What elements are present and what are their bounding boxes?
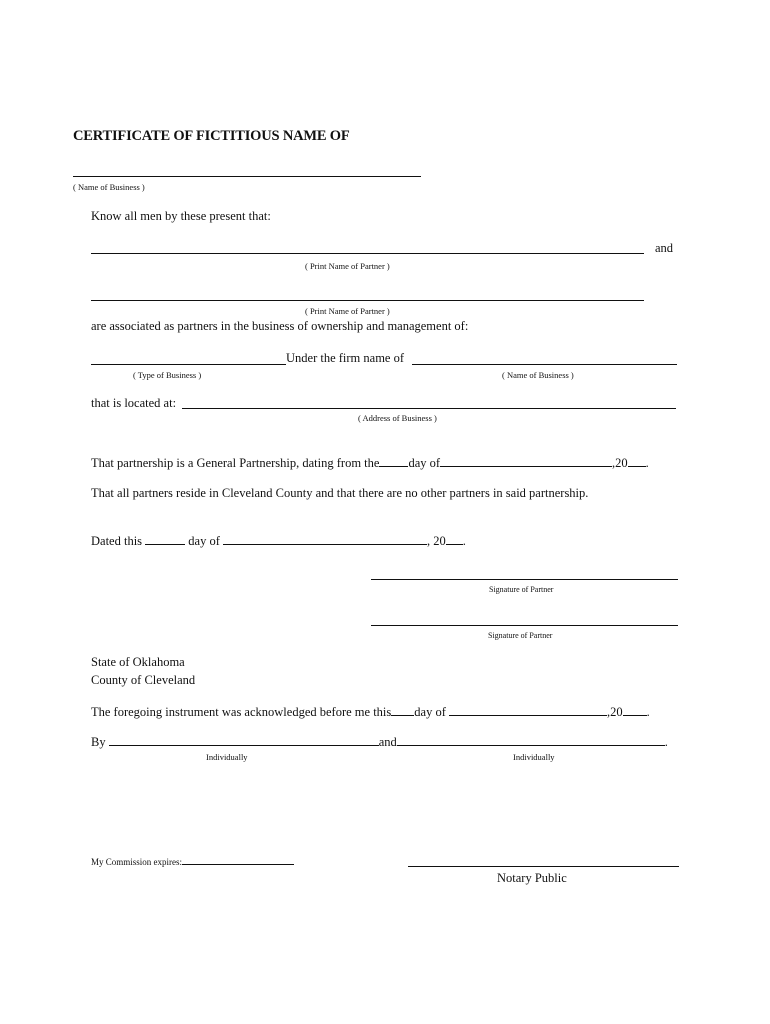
foregoing-year-blank[interactable] — [623, 704, 647, 716]
dated-day-blank[interactable] — [145, 533, 185, 545]
firm-name-line[interactable] — [412, 364, 677, 365]
partnership-month-blank[interactable] — [440, 455, 612, 467]
dated-day-of-text: day of — [188, 534, 220, 548]
dated-month-blank[interactable] — [223, 533, 427, 545]
signature-partner-1-line[interactable] — [371, 579, 678, 580]
business-name-line[interactable] — [73, 176, 421, 177]
individually-caption-2: Individually — [513, 752, 555, 762]
partnership-end-period: . — [645, 456, 649, 470]
partner-2-name-line[interactable] — [91, 300, 644, 301]
signature-partner-2-caption: Signature of Partner — [488, 631, 553, 640]
partnership-year-blank[interactable] — [628, 455, 646, 467]
foregoing-day-of-text: day of — [414, 705, 446, 719]
partnership-year-text: ,20 — [612, 456, 628, 470]
signature-partner-2-line[interactable] — [371, 625, 678, 626]
dated-year-text: , 20 — [427, 534, 446, 548]
signature-partner-1-caption: Signature of Partner — [489, 585, 554, 594]
commission-expires-text: My Commission expires: — [91, 857, 183, 867]
located-at-text: that is located at: — [91, 396, 177, 410]
caption-name-of-business: ( Name of Business ) — [502, 370, 574, 380]
by-individual-2-blank[interactable] — [397, 734, 665, 746]
residence-text: That all partners reside in Cleveland County and that there are no other partners in said partnership. — [91, 486, 589, 500]
and-text: and — [655, 241, 674, 255]
county-text: County of Cleveland — [91, 673, 196, 687]
notary-signature-line[interactable] — [408, 866, 679, 867]
foregoing-day-blank[interactable] — [391, 704, 414, 716]
partnership-dating-line — [91, 455, 649, 471]
by-end-period: . — [664, 735, 668, 749]
under-firm-name-text: Under the firm name of — [286, 351, 405, 365]
foregoing-year-text: ,20 — [606, 705, 623, 719]
know-all-men-text: Know all men by these present that: — [91, 209, 271, 223]
caption-address: ( Address of Business ) — [358, 413, 437, 423]
state-text: State of Oklahoma — [91, 655, 185, 669]
dated-end-period: . — [462, 534, 466, 548]
caption-name-of-business-top: ( Name of Business ) — [73, 182, 145, 192]
by-line — [91, 734, 668, 750]
dated-line — [91, 533, 466, 549]
caption-print-name-partner-1: ( Print Name of Partner ) — [305, 261, 390, 271]
address-line[interactable] — [182, 408, 676, 409]
by-and-text: and — [378, 735, 397, 749]
document-title: CERTIFICATE OF FICTITIOUS NAME OF — [73, 128, 350, 144]
partnership-prefix-text: That partnership is a General Partnership, dating from the — [91, 456, 380, 470]
type-of-business-line[interactable] — [91, 364, 286, 365]
foregoing-prefix-text: The foregoing instrument was acknowledged before me this — [91, 705, 392, 719]
individually-caption-1: Individually — [206, 752, 248, 762]
caption-type-of-business: ( Type of Business ) — [133, 370, 202, 380]
dated-prefix-text: Dated this — [91, 534, 143, 548]
commission-expires-blank[interactable] — [182, 855, 294, 865]
by-text: By — [91, 735, 106, 749]
partner-1-name-line[interactable] — [91, 253, 644, 254]
associated-text: are associated as partners in the business of ownership and management of: — [91, 319, 469, 333]
partnership-day-of-text: day of — [408, 456, 441, 470]
notary-public-caption: Notary Public — [497, 871, 567, 885]
caption-print-name-partner-2: ( Print Name of Partner ) — [305, 306, 390, 316]
dated-year-blank[interactable] — [446, 533, 463, 545]
commission-expires-line — [91, 855, 294, 867]
foregoing-end-period: . — [646, 705, 650, 719]
foregoing-month-blank[interactable] — [449, 704, 607, 716]
partnership-day-blank[interactable] — [379, 455, 408, 467]
foregoing-line — [91, 704, 650, 720]
by-individual-1-blank[interactable] — [109, 734, 379, 746]
